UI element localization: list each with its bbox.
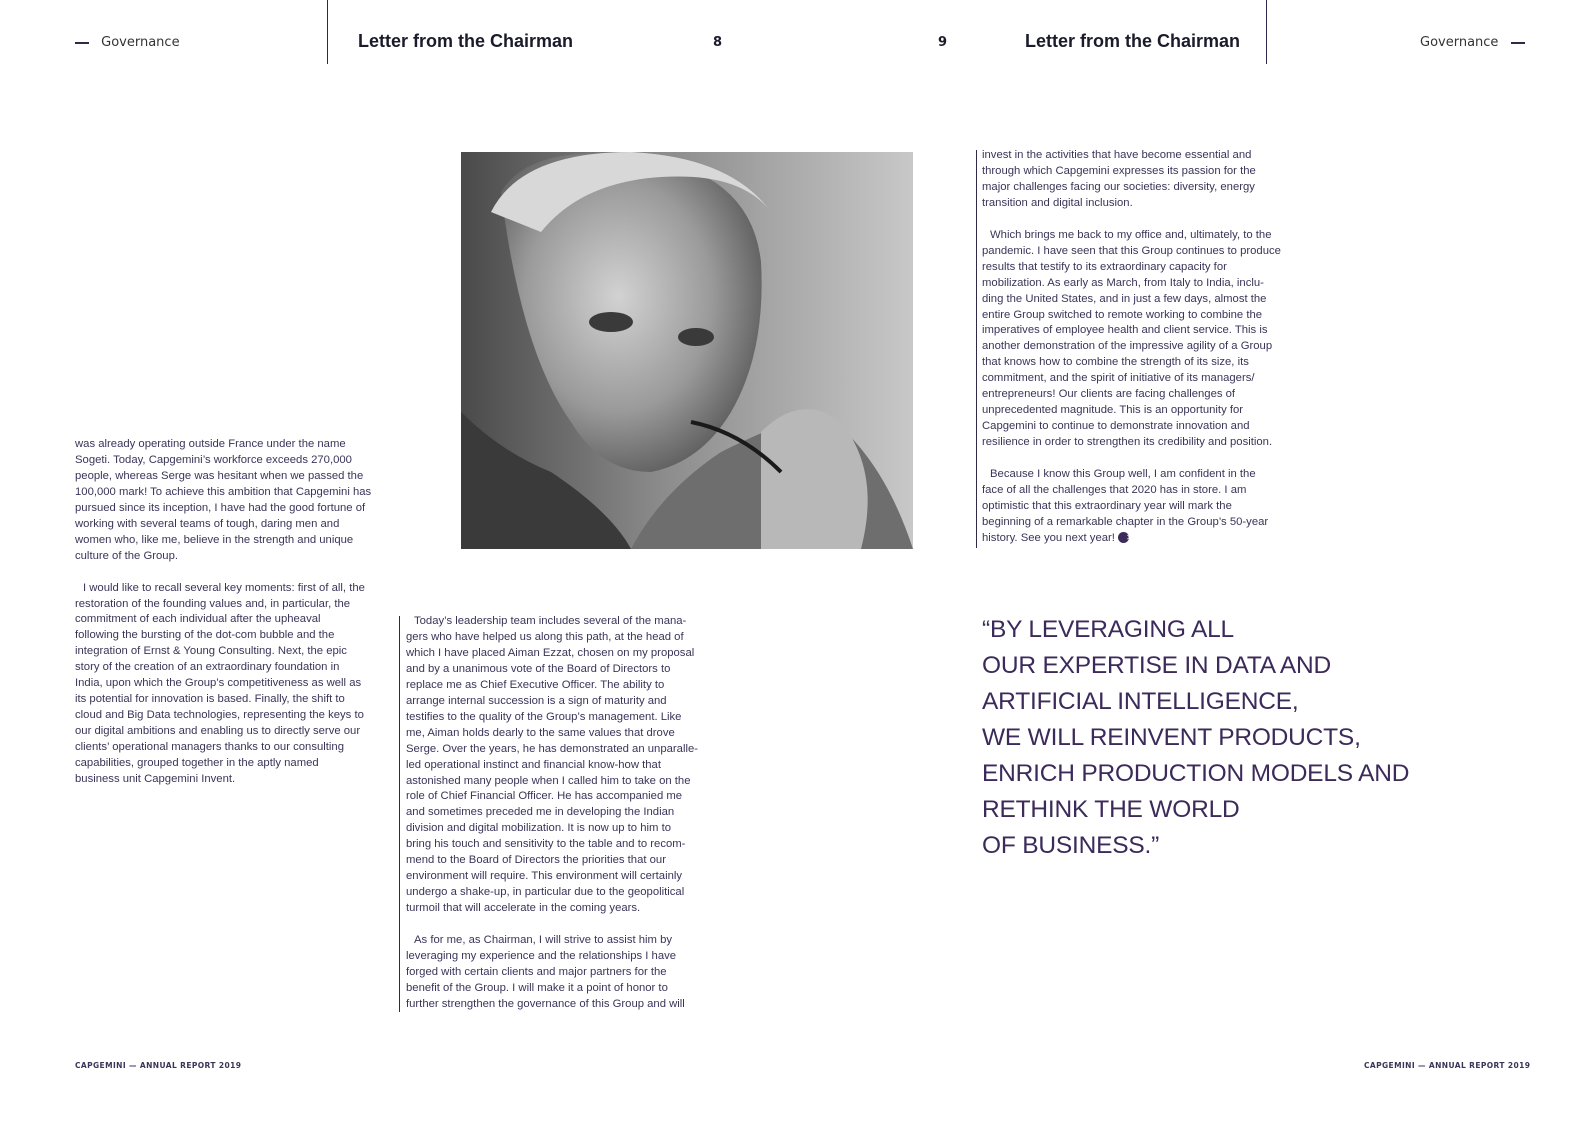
header-divider-right (1266, 0, 1267, 64)
text-column-1 (75, 437, 395, 788)
text-column-2 (406, 614, 726, 1013)
paragraph: As for me, as Chairman, I will strive to assist him by leveraging my experience and the relationships I have forged with certain clients and major partners for the benefit of the Group. I will make it a point of honor to further strengthen the governance of this Group and will (406, 934, 685, 1010)
chairman-portrait-photo (461, 152, 913, 549)
section-label-right-text: Governance (1420, 35, 1499, 50)
footer-left: CAPGEMINI — ANNUAL REPORT 2019 (75, 1061, 242, 1070)
close-circle-icon: ✕ (1118, 532, 1129, 543)
section-label-left-text: Governance (101, 35, 180, 50)
column-3-rule (976, 150, 977, 548)
pull-quote: “BY LEVERAGING ALL OUR EXPERTISE IN DATA AND ARTIFICIAL INTELLIGENCE, WE WILL REINVENT PRODUCTS, ENRICH PRODUCTION MODELS AND RETHINK THE WORLD OF BUSINESS.” (982, 616, 1410, 859)
paragraph: invest in the activities that have become essential and through which Capgemini expresses its passion for the major challenges facing our societies: diversity, energy transition and digital inclusion. (982, 149, 1256, 209)
page-number-left: 8 (713, 35, 723, 50)
page-title-right: Letter from the Chairman (1025, 31, 1241, 51)
footer-right: CAPGEMINI — ANNUAL REPORT 2019 (1364, 1061, 1531, 1070)
text-column-3 (982, 148, 1312, 547)
paragraph: was already operating outside France under the name Sogeti. Today, Capgemini’s workforce exceeds 270,000 people, whereas Serge was hesitant when we passed the 100,000 mark! To achieve this ambition that Capgemini has pursued since its inception, I have had the good fortune of working with several teams of tough, daring men and women who, like me, believe in the strength and unique culture of the Group. (75, 438, 372, 562)
column-2-rule (399, 616, 400, 1012)
page-title-left: Letter from the Chairman (358, 31, 574, 51)
paragraph: Which brings me back to my office and, ultimately, to the pandemic. I have seen that this Group continues to produce results that testify to its extraordinary capacity for mobilization. As early as March, from Italy to India, inclu- ding the United States, and in just a few days, almost the entire Group switched to remote working to combine the imperatives of employee health and client service. This is another demonstration of the impressive agility of a Group that knows how to combine the strength of its size, its commitment, and the spirit of initiative of its managers/ entrepreneurs! Our clients are facing challenges of unprecedented magnitude. This is an opportunity for Capgemini to continue to demonstrate innovation and resilience in order to strengthen its credibility and position. (982, 228, 1281, 449)
header-divider-left (327, 0, 328, 64)
paragraph: Today’s leadership team includes several of the mana- gers who have helped us along this path, at the head of which I have placed Aiman Ezzat, chosen on my proposal and by a unanimous vote of the Board of Directors to replace me as Chief Executive Officer. The ability to arrange internal succession is a sign of maturity and testifies to the quality of the Group’s management. Like me, Aiman holds dearly to the same values that drove Serge. Over the years, he has demonstrated an unparalle- led operational instinct and financial know-how that astonished many people when I called him to take on the role of Chief Financial Officer. He has accompanied me and sometimes preceded me in developing the Indian division and digital mobilization. It is now up to him to bring his touch and sensitivity to the table and to recom- mend to the Board of Directors the priorities that our environment will require. This environment will certainly undergo a shake-up, in particular due to the geopolitical turmoil that will accelerate in the coming years. (406, 615, 699, 915)
dash-icon (75, 42, 89, 44)
paragraph-text: Because I know this Group well, I am confident in the face of all the challenges that 2020 has in store. I am optimistic that this extraordinary year will mark the beginning of a remarkable chapter in the Group’s 50-year history. See you next year! (982, 468, 1269, 544)
section-label-right (1420, 35, 1525, 50)
paragraph: I would like to recall several key moments: first of all, the restoration of the founding values and, in particular, the commitment of each individual after the upheaval following the bursting of the dot-com bubble and the integration of Ernst & Young Consulting. Next, the epic story of the creation of an extraordinary foundation in India, upon which the Group’s competitiveness as well as its potential for innovation is based. Finally, the shift to cloud and Big Data technologies, representing the keys to our digital ambitions and enabling us to directly serve our clients’ operational managers thanks to our consulting capabilities, grouped together in the aptly named business unit Capgemini Invent. (75, 581, 365, 785)
dash-icon (1511, 42, 1525, 44)
paragraph (982, 467, 1312, 547)
page-number-right: 9 (938, 35, 948, 50)
section-label-left (75, 35, 180, 50)
